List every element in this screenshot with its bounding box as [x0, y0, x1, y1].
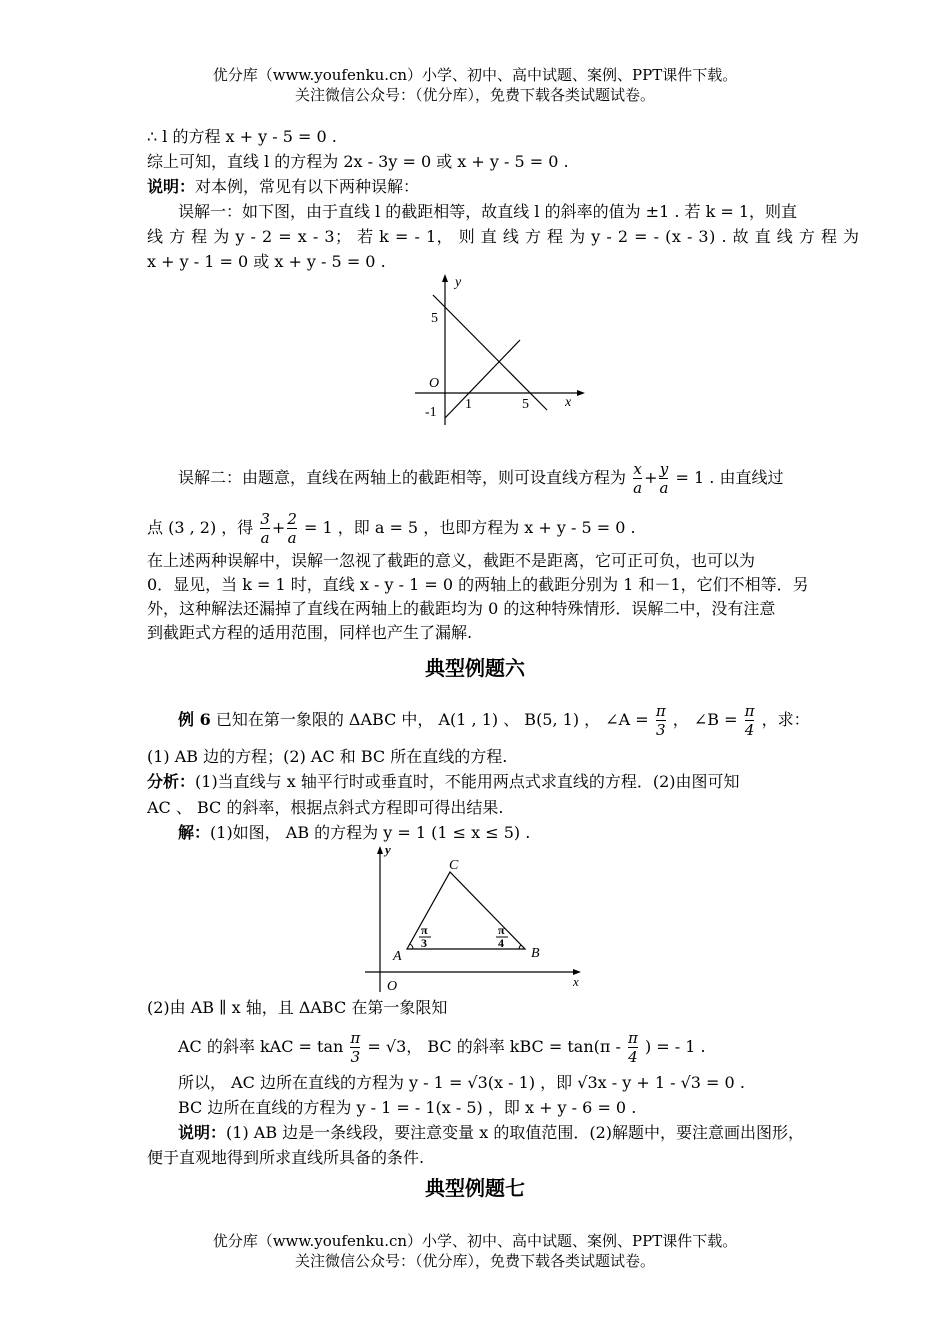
- pi4-num: π: [744, 702, 755, 720]
- solution-label: 解：: [178, 823, 211, 842]
- para-line-2: 0．显见，当 k = 1 时，直线 x - y - 1 = 0 的两轴上的截距分别为 1 和－1，它们不相等．另: [147, 575, 809, 594]
- fig2-angle-a-arc: [410, 944, 413, 949]
- ex6-note-2: 便于直观地得到所求直线所具备的条件.: [147, 1148, 425, 1167]
- figure-intercept-lines: [405, 270, 585, 430]
- figure-triangle-abc: [355, 842, 585, 997]
- fig2-label-c: C: [449, 858, 459, 873]
- pi3-den: 3: [655, 721, 666, 739]
- frac-slope-pi-4: [628, 1029, 638, 1066]
- frac1-den: a: [633, 479, 643, 497]
- note-text: 对本例，常见有以下两种误解：: [195, 177, 420, 196]
- ex6-solution-2: (2)由 AB ∥ x 轴，且 ΔABC 在第一象限知: [147, 998, 448, 1017]
- slope-pi3-den: 3: [350, 1048, 361, 1066]
- analysis-label: 分析：: [147, 772, 196, 791]
- line-note: [147, 176, 419, 198]
- fig2-label-a: A: [393, 949, 402, 964]
- para-line-1: 在上述两种误解中，误解一忽视了截距的意义，截距不是距离，它可正可负，也可以为: [147, 551, 756, 570]
- frac2-num: 3: [260, 510, 270, 528]
- frac-2-over-a: [287, 510, 297, 547]
- line-error2-a: [178, 458, 783, 498]
- error2-text-d: = 1 ，即 a = 5 ，也即方程为 x + y - 5 = 0 .: [303, 518, 636, 537]
- fig1-label-origin: O: [429, 376, 440, 391]
- error2-text-b: = 1 . 由直线过: [675, 468, 784, 487]
- footer-line-2: 关注微信公众号：（优分库），免费下载各类试题试卷。: [294, 1252, 655, 1270]
- line-error1-b: 线 方 程 为 y - 2 = x - 3； 若 k = - 1， 则 直 线 方 程 为 y - 2 = - (x - 3) . 故 直 线 方 程 为: [147, 227, 860, 246]
- frac2b-den: a: [287, 529, 297, 547]
- frac-pi-over-3: [656, 702, 666, 739]
- fig1-label-5y: 5: [431, 311, 438, 326]
- ex6-analysis-2: AC 、 BC 的斜率，根据点斜式方程即可得出结果.: [147, 798, 504, 817]
- fig1-label-5x: 5: [522, 397, 529, 412]
- solution-text-1: (1)如图， AB 的方程为 y = 1 (1 ≤ x ≤ 5) .: [210, 823, 531, 842]
- line-l-equation: ∴ l 的方程 x + y - 5 = 0 .: [147, 127, 337, 146]
- ex6-note-label: 说明：: [178, 1123, 227, 1142]
- ex6-question-b: ， ∠B =: [672, 710, 738, 729]
- line-error1-c: x + y - 1 = 0 或 x + y - 5 = 0 .: [147, 252, 386, 271]
- frac2b-num: 2: [287, 510, 297, 528]
- fig2-angle-a-pi: π: [421, 923, 428, 937]
- frac-y-over-a: [659, 460, 668, 497]
- fig2-angle-b-pi: π: [498, 923, 505, 937]
- frac2-plus: +: [271, 518, 286, 537]
- para-line-3: 外，这种解法还漏掉了直线在两轴上的截距均为 0 的这种特殊情形．误解二中，没有注意: [147, 599, 776, 618]
- fig2-label-b: B: [531, 946, 540, 961]
- frac1-num: x: [633, 460, 642, 478]
- ex6-note-text-1: (1) AB 边是一条线段，要注意变量 x 的取值范围．(2)解题中，要注意画出图形，: [226, 1123, 805, 1142]
- line-error1-a: 误解一：如下图，由于直线 l 的截距相等，故直线 l 的斜率的值为 ±1 . 若 k = 1，则直: [178, 202, 798, 221]
- line-conclusion: 综上可知，直线 l 的方程为 2x - 3y = 0 或 x + y - 5 = 0 .: [147, 152, 569, 171]
- section-title-6: 典型例题六: [425, 656, 525, 680]
- header-line-2: 关注微信公众号：（优分库），免费下载各类试题试卷。: [294, 86, 655, 104]
- frac-pi-over-4: [745, 702, 755, 739]
- pi4-den: 4: [744, 721, 755, 739]
- fig2-angle-b-4: 4: [498, 936, 504, 950]
- fig2-y-arrow: [377, 846, 383, 854]
- ex6-eq-ac: 所以， AC 边所在直线的方程为 y - 1 = √3(x - 1) ，即 √3x - y + 1 - √3 = 0 .: [178, 1073, 745, 1092]
- fig1-x-arrow: [577, 390, 585, 396]
- slopes-text-b: = √3， BC 的斜率 kBC = tan(π -: [367, 1037, 621, 1056]
- error2-text-a: 误解二：由题意，直线在两轴上的截距相等，则可设直线方程为: [178, 468, 627, 487]
- fig1-label-x: x: [565, 395, 572, 410]
- section-title-7: 典型例题七: [425, 1176, 525, 1200]
- fig1-label-1: 1: [465, 397, 472, 412]
- frac1b-num: y: [659, 460, 669, 478]
- error2-text-c: 点 (3 , 2) ，得: [147, 518, 254, 537]
- frac-x-over-a: [633, 460, 642, 497]
- fig2-label-y: y: [385, 842, 391, 857]
- fig1-line-x-minus-y-1: [445, 340, 520, 418]
- pi3-num: π: [655, 702, 666, 720]
- fig2-angle-a-3: 3: [421, 936, 427, 950]
- analysis-text-1: (1)当直线与 x 轴平行时或垂直时，不能用两点式求直线的方程．(2)由图可知: [195, 772, 740, 791]
- ex6-slopes: [178, 1027, 706, 1067]
- para-line-4: 到截距式方程的适用范围，同样也产生了漏解.: [147, 623, 473, 642]
- fig1-y-arrow: [442, 274, 448, 282]
- line-error2-b: [147, 508, 636, 548]
- slope-pi4-den: 4: [628, 1048, 638, 1066]
- slopes-text-a: AC 的斜率 kAC = tan: [178, 1037, 344, 1056]
- ex6-question: [178, 700, 810, 740]
- frac1-plus: +: [644, 468, 658, 487]
- header-line-1: 优分库（www.youfenku.cn）小学、初中、高中试题、案例、PPT课件下载。: [212, 66, 738, 84]
- fig1-label-y: y: [455, 275, 462, 290]
- ex6-question-a: 已知在第一象限的 ΔABC 中， A(1 , 1) 、 B(5, 1) ， ∠A =: [215, 710, 649, 729]
- ex6-note-1: [178, 1122, 804, 1144]
- slope-pi4-num: π: [628, 1029, 638, 1047]
- footer-line-1: 优分库（www.youfenku.cn）小学、初中、高中试题、案例、PPT课件下载。: [212, 1232, 738, 1250]
- ex6-analysis-1: [147, 771, 740, 793]
- ex6-label: 例 6: [178, 710, 211, 729]
- fig1-label-neg1: -1: [425, 405, 437, 420]
- frac2-den: a: [260, 529, 270, 547]
- ex6-solution-1: [178, 822, 530, 844]
- slope-pi3-num: π: [350, 1029, 361, 1047]
- frac-slope-pi-3: [350, 1029, 360, 1066]
- note-label: 说明：: [147, 177, 196, 196]
- ex6-parts: (1) AB 边的方程；(2) AC 和 BC 所在直线的方程.: [147, 747, 508, 766]
- frac1b-den: a: [659, 479, 669, 497]
- frac-3-over-a: [260, 510, 270, 547]
- slopes-text-c: ) = - 1 .: [644, 1037, 706, 1056]
- fig2-label-origin: O: [387, 979, 398, 994]
- ex6-eq-bc: BC 边所在直线的方程为 y - 1 = - 1(x - 5) ，即 x + y - 6 = 0 .: [178, 1098, 637, 1117]
- ex6-question-c: ，求：: [761, 710, 810, 729]
- fig2-label-x: x: [573, 974, 579, 989]
